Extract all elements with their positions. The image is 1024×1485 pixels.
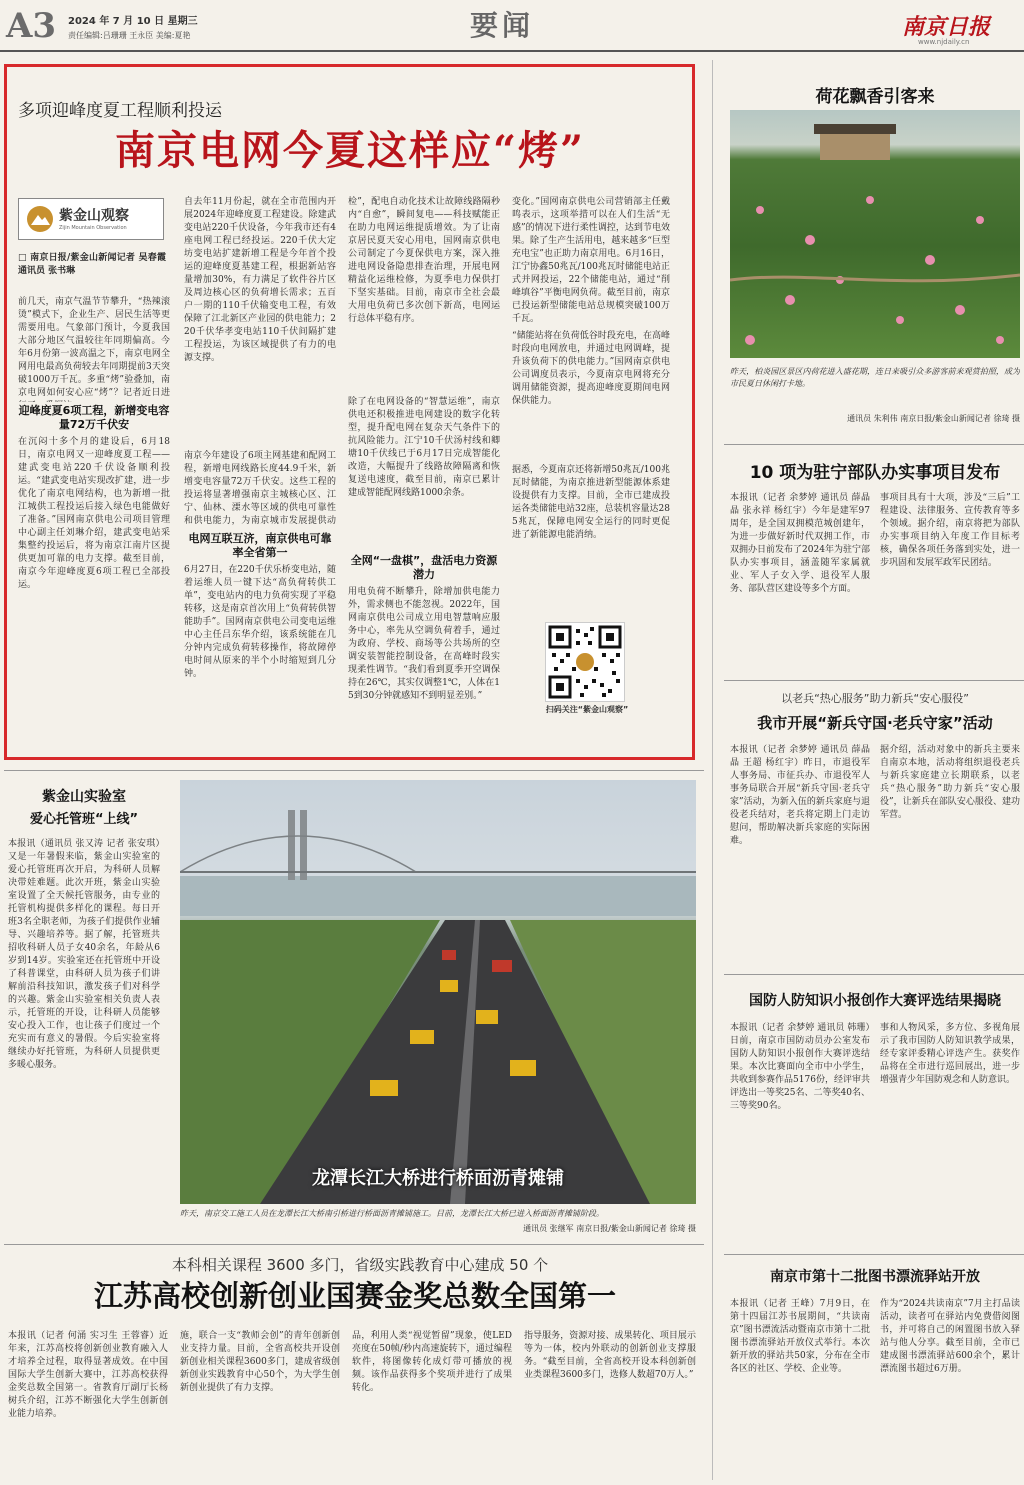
lead-col2-para2: 南京今年建设了6项主网基建和配网工程，新增电网线路长度44.9千米，新增变电容量72万千伏安。这些工程的投运将显著增强南京主城核心区、江宁、仙林、溧水等区域的供电可靠性和供电能力，为南京城市发展提供动: [184, 451, 336, 526]
lotus-divider: [724, 444, 1024, 445]
logo-text: 紫金山观察: [59, 208, 129, 224]
lead-col4-para2: “储能站将在负荷低谷时段充电，在高峰时段向电网放电，并通过电网调峰，提升该负荷下的供电能力。”国网南京供电公司调度员表示，今夏南京电网将充分调用储能资源，提高迎峰度夏期间电网保供能力。: [512, 331, 670, 406]
lead-col2-subhead: 电网互联互济，南京供电可靠率全省第一: [188, 532, 332, 559]
bottom-kicker: 本科相关课程 3600 多门，省级实践教育中心建成 50 个: [171, 1256, 549, 1274]
bottom-col1: 本报讯（记者 何涌 实习生 王蓉睿）近年来，江苏高校将创新创业教育融入人才培养全过程，取得显著成效。在中国国际大学生创新大赛中，江苏高校获得金奖总数全国第一。省教育厅副厅长杨树兵介绍，江苏不断强化大学生创新创业能力培养。: [8, 1331, 168, 1419]
lotus-caption: 昨天，柏炎园区景区内荷花进入盛花期，连日来吸引众多游客前来观赏拍照，成为市民夏日休闲打卡地。: [730, 367, 1020, 388]
lab-body: 本报讯（通讯员 张又涛 记者 张安琪）又是一年暑假来临，紫金山实验室的爱心托管班再次开启，为科研人员解决带娃难题。此次开班，紫金山实验室设置了全天候托管服务，由专业的托管机构提供多样化的课程。每日开班3名全职老师，为孩子们提供作业辅导、兴趣培养等。据了解，托管班共招收科研人员子女40余名，年龄从6岁到14岁。实验室还在托管班中开设了科普课堂，由科研人员为孩子们讲解前沿科技知识，激发孩子们对科学的兴趣。紫金山实验室相关负责人表示，托管班的开设，让科研人员能够安心投入工作，也让孩子们度过一个充实而有意义的暑假。今后实验室将继续办好托管班，为科研人员提供更多暖心服务。: [8, 839, 160, 1070]
library-body2: 作为“2024共读南京”7月主打品读活动，读者可在驿站内免费借阅图书，并可将自己的闲置图书放入驿站与他人分享。截至目前，全市已建成图书漂流驿站600余个，累计漂流图书超过6万册。: [880, 1299, 1020, 1374]
lab-top-divider: [4, 770, 704, 771]
lotus-credit: 通讯员 朱利伟 南京日报/紫金山新闻记者 徐琦 摄: [847, 414, 1020, 423]
lead-col4-para: 变化。”国网南京供电公司营销部主任戴鸣表示，这项举措可以在人们生活“无感”的情况下进行柔性调控，达到节电效果。除了生产生活用电，越来越多“巨型充电宝”也正助力南京用电。6月16日，江宁协鑫50兆瓦/100兆瓦时储能电站正式并网投运，22个储能电站，通过“削峰填谷”平衡电网负荷。截至目前，南京已投运新型储能电站总规模突破100万千瓦。: [512, 197, 670, 324]
logo-subtext: Zijin Mountain Observation: [59, 225, 127, 231]
veterans-title: 我市开展“新兵守国·老兵守家”活动: [757, 714, 993, 732]
defense-divider: [724, 1254, 1024, 1255]
newspaper-url: www.njdaily.cn: [918, 38, 970, 46]
masthead-divider: [0, 50, 1024, 52]
lab-title: 紫金山实验室: [42, 789, 126, 805]
column-divider: [712, 60, 713, 1480]
army-body1: 本报讯（记者 余梦婷 通讯员 薛晶晶 张永祥 杨红宇）今年是建军97周年，是全国双拥模范城创建年，为进一步做好新时代双拥工作，市双拥办日前发布了2024年为驻宁部队办实事项目，涵盖随军家属就业、军人子女入学、退役军人服务、部队营区建设等多个方面。: [730, 493, 870, 594]
lead-col1-subhead: 迎峰度夏6项工程，新增变电容量72万千伏安: [18, 404, 170, 431]
lead-headline: 南京电网今夏这样应“烤”: [114, 127, 585, 174]
lead-col3-subhead: 全网“一盘棋”，盘活电力资源潜力: [350, 554, 498, 581]
defense-title: 国防人防知识小报创作大赛评选结果揭晓: [749, 993, 1001, 1009]
veterans-divider: [724, 974, 1024, 975]
veterans-body1: 本报讯（记者 余梦婷 通讯员 薛晶晶 王超 杨红宇）昨日，市退役军人事务局、市征兵办、市退役军人事务局联合开展“新兵守国·老兵守家”活动，为新入伍的新兵家庭与退役老兵结对，老兵将定期上门走访慰问，帮助解决新兵家庭的实际困难。: [730, 745, 870, 846]
defense-body2: 事和人物风采，多方位、多视角展示了我市国防人防知识教学成果，经专家评委精心评选产生。获奖作品将在全市进行巡回展出，进一步增强青少年国防观念和人防意识。: [880, 1023, 1020, 1085]
lead-col2-para: 自去年11月份起，就在全市范围内开展2024年迎峰度夏工程建设。除建武变电站220千伏设备，今年我市还有4座电网工程已经投运。220千伏大定坊变电站扩建新增工程是今年首个投运的迎峰度夏基建工程，根据新站容量增加30%，有力满足了软件谷片区及周边核心区的负荷增长需求；五百户一期的110千伏输变电工程，有效保障了江北新区产业园的供电能力；220千伏华孝变电站110千伏间隔扩建工程投运，为该区域提供了有力的电源支撑。: [184, 197, 336, 363]
lab-subtitle: 爱心托管班“上线”: [29, 812, 139, 827]
editor-credits: 责任编辑:吕珊珊 王永臣 美编:夏艳: [68, 31, 191, 40]
lead-kicker: 多项迎峰度夏工程顺利投运: [18, 101, 222, 121]
newspaper-logo: 南京日报: [902, 14, 991, 40]
lead-col2-para3: 6月27日，在220千伏乐桥变电站，随着运维人员一键下达“高负荷转供工单”，变电站内的电力负荷实现了平稳转移，这是南京首次用上“负荷转供智能助手”。国网南京供电公司变电运维中心主任吕东华介绍，该系统能在几分钟内完成负荷转移操作，将故障停电时间从原来的半个小时缩短到几分钟。: [184, 565, 336, 679]
lead-col1-para: 前几天，南京气温节节攀升，“热辣滚烫”模式下，企业生产、居民生活等更需要用电。气象部门预计，今夏我国大部分地区气温较往年同期偏高。今年6月份第一波高温之下，南京电网全网用电最高负荷较去年同期提前3天突破1000万千瓦。多重“烤”验叠加，南京电网如何安心应“烤”？记者近日进: [18, 297, 170, 398]
bridge-credit: 通讯员 张继军 南京日报/紫金山新闻记者 徐琦 摄: [523, 1224, 696, 1233]
lead-col3-para3: 用电负荷不断攀升，除增加供电能力外，需求侧也不能忽视。2022年，国网南京供电公司成立用电智慧响应服务中心，率先从空调负荷着手，通过为政府、学校、商场等公共场所的空调安装智能控制设备，在高峰时段实现柔性调节。“我们看到夏季开空调保持在26℃，其实仅调整1℃，人体在15到30分钟就感知不到明显差别。”: [348, 587, 500, 701]
qr-code[interactable]: [545, 622, 625, 702]
army-title: 10 项为驻宁部队办实事项目发布: [749, 463, 1001, 483]
army-body2: 事项目具有十大项，涉及“三后”工程建设、法律服务、宣传教育等多个领域。据介绍，南京将把为部队办实事项目纳入年度工作目标考核，确保各项任务落到实处，进一步巩固和发展军政军民团结。: [880, 493, 1020, 568]
lotus-photo: [730, 110, 1020, 358]
lead-byline: □ 南京日报/紫金山新闻记者 吴春霞 通讯员 张书琳: [18, 253, 166, 276]
qr-caption: 扫码关注“紫金山观察”: [545, 705, 629, 714]
masthead: [0, 0, 1024, 52]
pavilion-roof: [814, 124, 896, 134]
page-number: A3: [6, 6, 57, 46]
lead-col1-para2: 在沉闷十多个月的建设后，6月18日，南京电网又一迎峰度夏工程——建武变电站220千伏设备顺利投运。“建武变电站实现改扩建，进一步优化了南京电网结构，也为新增一批江城供工程投运后接入绿色电能做好了准备。”国网南京供电公司项目管理中心副主任刘琳介绍，建武变电站采集整约投运后，将为南京江南片区提供更加可靠的电力支撑。截至目前，南京今年迎峰度夏6项工程已全部投运。: [18, 437, 170, 590]
lead-col4-para3: 据悉，今夏南京还将新增50兆瓦/100兆瓦时储能，为南京推进新型能源体系建设提供有力支撑。目前，全市已建成投运各类储能电站32座，总装机容量达285兆瓦，保障电网安全运行的同时更促进了新能源电能消纳。: [512, 465, 670, 540]
pavilion-shape: [820, 130, 890, 160]
section-title: 要闻: [470, 9, 535, 42]
zijin-logo: [18, 198, 164, 240]
issue-date: 2024 年 7 月 10 日 星期三: [68, 16, 198, 27]
army-divider: [724, 680, 1024, 681]
library-title: 南京市第十二批图书漂流驿站开放: [770, 1269, 980, 1285]
bridge-caption: 昨天，南京交工施工人员在龙潭长江大桥南引桥进行桥面沥青摊铺施工。目前，龙潭长江大桥已进入桥面沥青摊铺阶段。: [180, 1209, 604, 1218]
bottom-col3: 品，利用人类“视觉暂留”现象，使LED亮度在50帧/秒内高速旋转下，通过编程软件，将图像转化成灯带可播放的视频。该作品获得多个奖项并进行了成果转化。: [352, 1331, 512, 1393]
bridge-photo-title: 龙潭长江大桥进行桥面沥青摊铺: [312, 1168, 564, 1189]
lead-col3-para2: 除了在电网设备的“智慧运维”，南京供电还积极推进电网建设的数字化转型，提升配电网在复杂天气条件下的抗风险能力。江宁10千伏汤村线和卿塘10千伏线已于6月17日完成智能化改造，大幅提升了线路故障隔离和恢复送电速度，截至目前，南京已累计建成智能配网线路1000余条。: [348, 397, 500, 498]
veterans-kicker: 以老兵“热心服务”助力新兵“安心服役”: [781, 692, 969, 705]
bottom-col4: 指导服务，资源对接、成果转化、项目展示等为一体，校内外联动的创新创业支撑服务。“截至目前，全省高校开设本科创新创业类课程3600多门，选修人数超70万人。”: [524, 1331, 696, 1380]
lotus-title: 荷花飘香引客来: [815, 87, 935, 107]
mountain-icon: [27, 206, 53, 232]
bottom-col2: 施，联合一支“教师会创”的青年创新创业支持力量。目前，全省高校共开设创新创业相关课程3600多门，建成省级创新创业实践教育中心50个，为大学生创新创业提供了有力支撑。: [180, 1331, 340, 1393]
library-body1: 本报讯（记者 王峰）7月9日，在第十四届江苏书展期间，“共读南京”图书漂流活动暨南京市第十二批图书漂流驿站开放仪式举行。本次新开放的驿站共50家，分布在全市各区的社区、学校、企业等。: [730, 1299, 870, 1374]
bottom-headline: 江苏高校创新创业国赛金奖总数全国第一: [93, 1279, 616, 1313]
bridge-photo: [180, 780, 696, 1204]
veterans-body2: 据介绍，活动对象中的新兵主要来自南京本地，活动将组织退役老兵与新兵家庭建立长期联系，以老兵“热心服务”助力新兵“安心服役”，让新兵在部队安心服役、建功军营。: [880, 745, 1020, 820]
lead-col3-para: 检”，配电自动化技术让故障线路隔秒内“自愈”，瞬间复电——科技赋能正在助力电网运维提质增效。为了让南京居民夏天安心用电，国网南京供电公司制定了今夏保供电方案，深入推进电网设备隐患排查治理，开展电网精益化运维检修，为夏季电力保供打下坚实基础。目前，南京市全社会最大用电负荷已多次创下新高，电网运行总体平稳有序。: [348, 197, 500, 324]
bottom-story-divider: [4, 1244, 704, 1245]
defense-body1: 本报讯（记者 余梦婷 通讯员 韩珊）日前，南京市国防动员办公室发布国防人防知识小报创作大赛评选结果。本次比赛面向全市中小学生，共收到参赛作品5176份，经评审共评选出一等奖25名、二等奖40名、三等奖90名。: [730, 1023, 870, 1111]
